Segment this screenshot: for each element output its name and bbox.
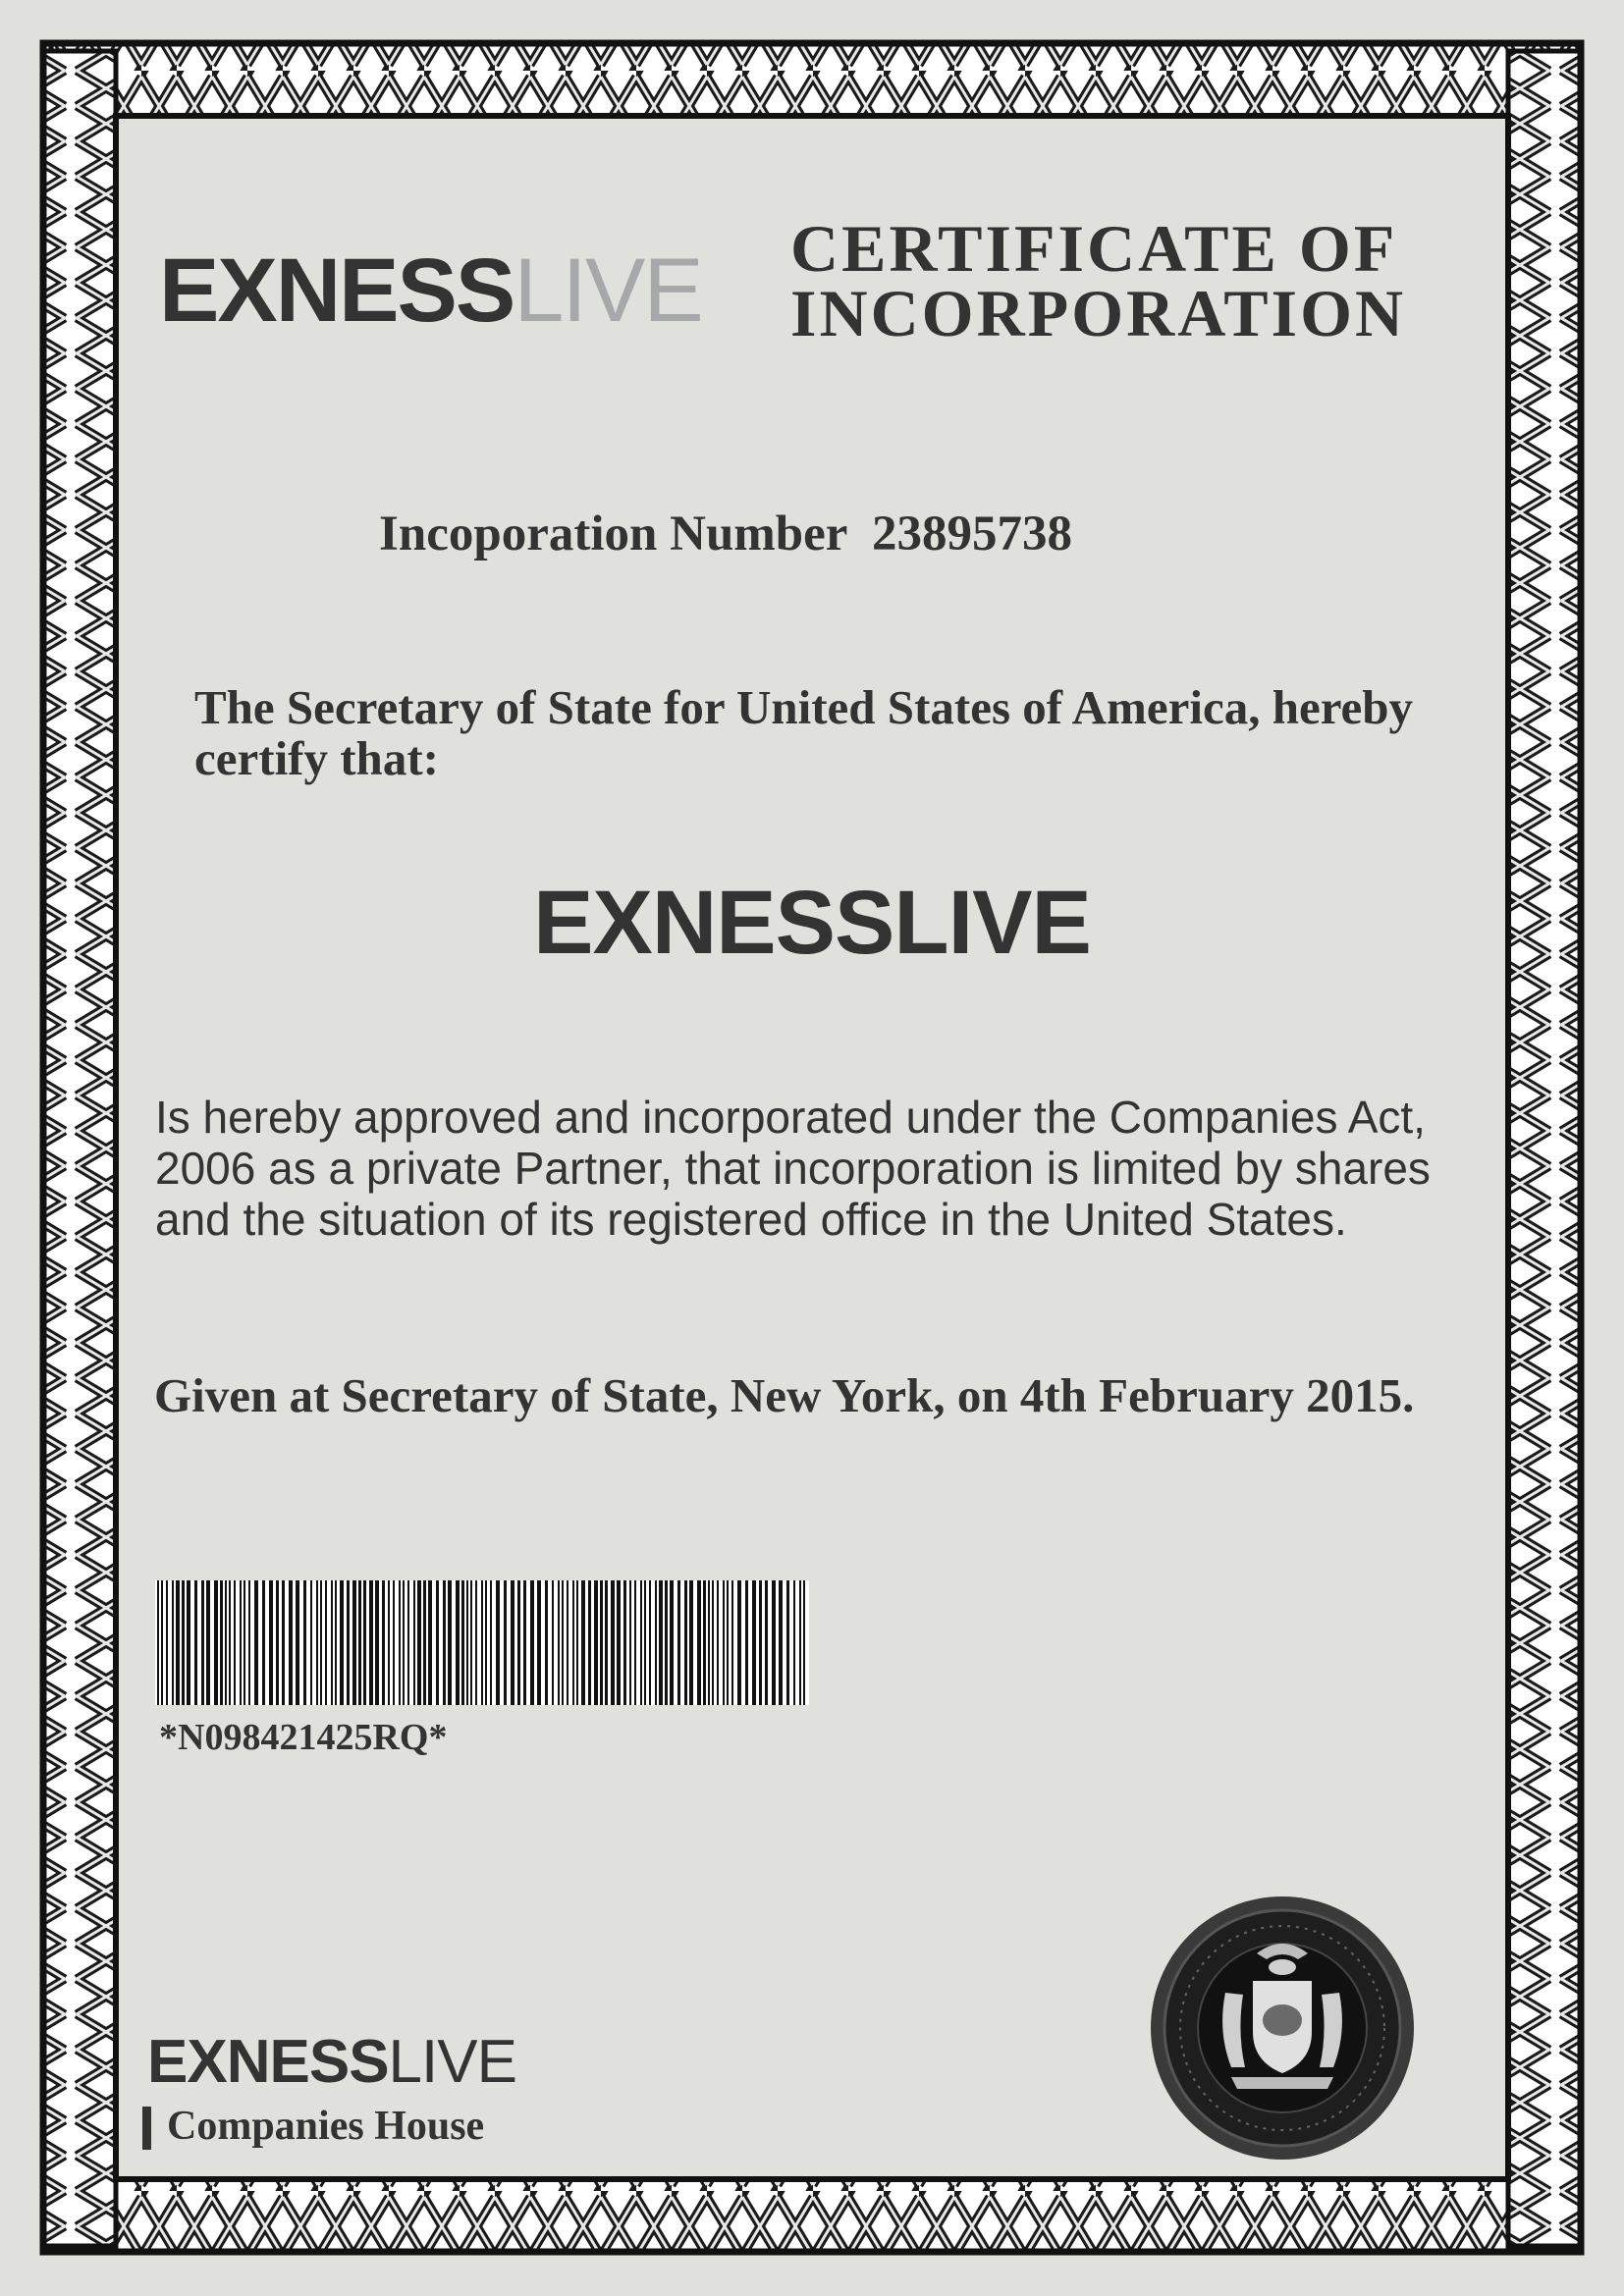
barcode-bar [214,1580,218,1705]
barcode-bar [759,1580,762,1705]
barcode-bar [254,1580,258,1705]
barcode-bar [600,1580,603,1705]
barcode-bar [296,1580,299,1705]
barcode-bar [689,1580,693,1705]
footer-logo-light: LIVE [388,2028,516,2096]
barcode-bar [375,1580,379,1705]
barcode-bar [793,1580,795,1705]
barcode-bar [629,1580,631,1705]
barcode-bar [588,1580,591,1705]
barcode-bar [176,1580,180,1705]
barcode-bar [393,1580,395,1705]
barcode-bar [289,1580,293,1705]
companies-house-label: Companies House [167,2104,485,2149]
barcode-bar [303,1580,306,1705]
barcode-bar [423,1580,426,1705]
barcode-bar [161,1580,163,1705]
footer-logo [147,2028,516,2096]
barcode-bar [248,1580,250,1705]
barcode-bar [511,1580,514,1705]
barcode-code: *N098421425RQ* [159,1717,448,1758]
barcode-bar [331,1580,333,1705]
barcode-bar [382,1580,385,1705]
barcode-bar [325,1580,327,1705]
barcode-bar [276,1580,279,1705]
barcode-bar [552,1580,554,1705]
title-line-2: INCORPORATION [790,276,1407,350]
barcode-bar [697,1580,701,1705]
barcode-bar [649,1580,651,1705]
barcode-bar [523,1580,526,1705]
given-text: Given at Secretary of State, New York, on 4th February 2015. [154,1368,1415,1422]
barcode-bar [558,1580,560,1705]
barcode-bar [225,1580,227,1705]
incorporation-value: 23895738 [872,507,1073,561]
barcode-bar [617,1580,621,1705]
barcode-bar [504,1580,507,1705]
barcode-bar [481,1580,483,1705]
barcode-bar [655,1580,657,1705]
barcode-bar [611,1580,615,1705]
barcode-bar [786,1580,789,1705]
barcode-bar [417,1580,421,1705]
barcode-bar [712,1580,714,1705]
barcode-bar [659,1580,663,1705]
barcode-bar [731,1580,733,1705]
barcode-bar [269,1580,273,1705]
approval-line-1: Is hereby approved and incorporated under the Companies Act, [155,1092,1426,1143]
title-line-1: CERTIFICATE OF [790,211,1398,286]
incorporation-label: Incoporation Number [379,507,847,561]
barcode-bar [684,1580,687,1705]
companies-house-bar [142,2107,151,2150]
barcode-bar [517,1580,520,1705]
logo-light-text: LIVE [514,240,702,341]
logo-dark-text: EXNESS [159,240,514,341]
company-name: EXNESSLIVE [533,873,1091,973]
barcode-bar [485,1580,487,1705]
incorporation-number [379,506,1072,562]
barcode-bar [737,1580,741,1705]
barcode-bar [262,1580,265,1705]
barcode-bar [475,1580,477,1705]
barcode-bar [403,1580,405,1705]
barcode-bar [576,1580,578,1705]
barcode-bar [182,1580,185,1705]
header-logo [159,240,702,341]
barcode-bar [708,1580,710,1705]
barcode-bar [456,1580,460,1705]
barcode-bars [155,1580,809,1705]
barcode-bar [537,1580,541,1705]
barcode-bar [358,1580,361,1705]
barcode-bar [194,1580,197,1705]
barcode-bar [363,1580,366,1705]
barcode-bar [201,1580,204,1705]
barcode-bar [310,1580,312,1705]
barcode-bar [240,1580,242,1705]
approval-line-3: and the situation of its registered office in the United States. [155,1194,1347,1245]
barcode-bar [157,1580,159,1705]
barcode-bar [723,1580,725,1705]
barcode-bar [640,1580,642,1705]
barcode-bar [229,1580,231,1705]
barcode-bar [717,1580,719,1705]
barcode-bar [352,1580,356,1705]
barcode-bar [665,1580,668,1705]
barcode-bar [779,1580,783,1705]
barcode-bar [572,1580,574,1705]
barcode-bar [562,1580,564,1705]
barcode-bar [369,1580,373,1705]
barcode-bar [399,1580,401,1705]
barcode-bar [567,1580,568,1705]
barcode-bar [677,1580,680,1705]
barcode-bar [752,1580,756,1705]
barcode-bar [436,1580,439,1705]
barcode-bar [634,1580,636,1705]
barcode-bar [799,1580,801,1705]
barcode-bar [187,1580,190,1705]
barcode-bar [727,1580,729,1705]
barcode-bar [530,1580,534,1705]
approval-text [155,1092,1490,1245]
barcode-bar [316,1580,318,1705]
barcode-bar [772,1580,776,1705]
barcode-bar [428,1580,432,1705]
barcode-bar [282,1580,285,1705]
barcode-bar [670,1580,674,1705]
barcode-bar [605,1580,608,1705]
barcode-bar [644,1580,646,1705]
barcode-bar [206,1580,210,1705]
barcode-bar [803,1580,805,1705]
barcode-bar [340,1580,344,1705]
barcode-bar [490,1580,492,1705]
barcode-bar [703,1580,706,1705]
approval-line-2: 2006 as a private Partner, that incorporation is limited by shares [155,1143,1431,1194]
barcode-bar [545,1580,548,1705]
barcode-bar [172,1580,174,1705]
barcode-bar [581,1580,585,1705]
barcode-bar [347,1580,350,1705]
barcode-bar [335,1580,337,1705]
barcode-bar [765,1580,768,1705]
barcode-bar [220,1580,223,1705]
barcode-bar [407,1580,409,1705]
state-seal-icon [1149,1895,1416,2162]
barcode-bar [496,1580,500,1705]
barcode-bar [745,1580,748,1705]
barcode-bar [166,1580,168,1705]
secretary-statement: The Secretary of State for United States of America, hereby certify that: [194,680,1414,785]
barcode-bar [470,1580,472,1705]
barcode-bar [413,1580,415,1705]
barcode-bar [443,1580,446,1705]
footer-logo-dark: EXNESS [147,2028,389,2096]
barcode-bar [244,1580,245,1705]
barcode-bar [448,1580,452,1705]
barcode-bar [388,1580,390,1705]
barcode-bar [594,1580,598,1705]
barcode-bar [461,1580,464,1705]
barcode [155,1580,809,1705]
barcode-bar [320,1580,322,1705]
certificate-title [790,211,1407,350]
barcode-bar [234,1580,236,1705]
barcode-bar [466,1580,468,1705]
barcode-bar [623,1580,626,1705]
